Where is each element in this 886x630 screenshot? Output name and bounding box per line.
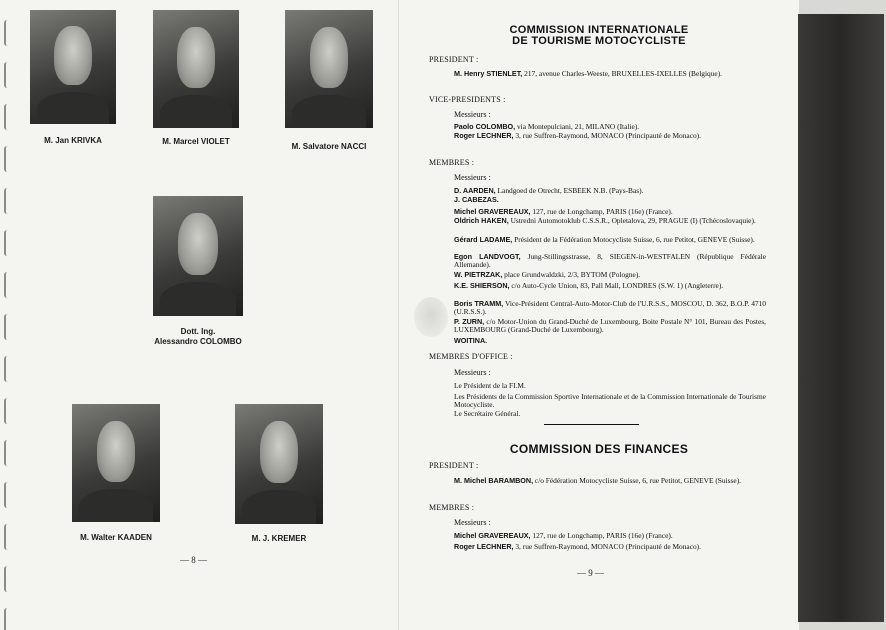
member-entry: J. CABEZAS. [454,195,499,204]
portrait-photo-violet [153,10,239,128]
binding-ring [4,482,12,508]
bleed-through-portrait [414,297,448,337]
member-entry: Egon LANDVOGT, Jung-Stillingsstrasse, 8, SIEGEN-in-WESTFALEN (République Fédérale Allemande). [454,252,766,270]
finances-member-entry: Roger LECHNER, 3, rue Suffren-Raymond, MONACO (Principauté de Monaco). [454,542,701,551]
member-entry: W. PIETRZAK, place Grundwaldzki, 2/3, BYTOM (Pologne). [454,270,641,279]
member-entry: K.E. SHIERSON, c/o Auto-Cycle Union, 83, Pall Mall, LONDRES (S.W. 1) (Angleterre). [454,281,724,290]
binding-ring [4,104,12,130]
binding-ring [4,440,12,466]
portrait-photo-krivka [30,10,116,124]
caption-violet: M. Marcel VIOLET [162,137,230,146]
binding-ring [4,62,12,88]
binding-ring [4,272,12,298]
dark-backing-panel [798,14,884,622]
portrait-photo-kremer [235,404,323,524]
portrait-photo-nacci [285,10,373,128]
finances-title: COMMISSION DES FINANCES [509,442,689,456]
binding-ring [4,356,12,382]
binding-ring [4,314,12,340]
messieurs-label: Messieurs : [454,518,491,527]
member-entry: D. AARDEN, Landgoed de Otrecht, ESBEEK N.B. (Pays-Bas). [454,186,644,195]
page-number-left: — 8 — [180,555,207,565]
right-page [398,0,799,630]
binding-ring [4,608,12,630]
binding-ring [4,20,12,46]
commission-title-line-1: COMMISSION INTERNATIONALE [509,24,689,36]
office-entry: Le Président de la FI.M. [454,381,526,390]
membres-label: MEMBRES : [429,158,475,167]
office-entry: Le Secrétaire Général. [454,409,521,418]
member-entry: Michel GRAVEREAUX, 127, rue de Longchamp, PARIS (16e) (France). [454,207,673,216]
caption-kaaden: M. Walter KAADEN [80,533,152,542]
portrait-photo-kaaden [72,404,160,522]
office-entry: Les Présidents de la Commission Sportive Internationale et de la Commission Internationale de Tourisme Motocycliste. [454,392,766,410]
page-number-right: — 9 — [577,568,604,578]
finances-president-entry: M. Michel BARAMBON, c/o Fédération Motocycliste Suisse, 6, rue Petitot, GENEVE (Suisse). [454,476,741,485]
vice-president-entry: Roger LECHNER, 3, rue Suffren-Raymond, MONACO (Principauté de Monaco). [454,131,701,140]
membres-office-label: MEMBRES D'OFFICE : [429,352,513,361]
messieurs-label: Messieurs : [454,110,491,119]
caption-colombo-title: Dott. Ing. [180,327,216,336]
binding-ring [4,566,12,592]
caption-kremer: M. J. KREMER [251,534,307,543]
member-entry: Oldrich HAKEN, Ustredni Automotoklub C.S.S.R., Opletalova, 29, PRAGUE (I) (Tchécoslovaquie). [454,216,756,225]
section-divider [544,424,639,425]
vice-president-entry: Paolo COLOMBO, via Montepulciani, 21, MILANO (Italie). [454,122,640,131]
portrait-photo-colombo [153,196,243,316]
finances-president-label: PRESIDENT : [429,461,479,470]
member-entry: WOITINA. [454,336,488,345]
binding-ring [4,188,12,214]
finances-membres-label: MEMBRES : [429,503,475,512]
member-entry: Gérard LADAME, Président de la Fédération Motocycliste Suisse, 6, rue Petitot, GENEVE (Suisse). [454,235,755,244]
caption-krivka: M. Jan KRIVKA [44,136,102,145]
president-label: PRESIDENT : [429,55,479,64]
member-entry: P. ZURN, c/o Motor-Union du Grand-Duché de Luxembourg, Boite Postale N° 101, Bureau des Postes, LUXEMBOURG (Grand-Duché de Luxembourg). [454,317,766,335]
commission-title-line-2: DE TOURISME MOTOCYCLISTE [512,35,686,47]
binding-ring [4,146,12,172]
binding-ring [4,524,12,550]
messieurs-label: Messieurs : [454,368,491,377]
president-entry: M. Henry STIENLET, 217, avenue Charles-Weeste, BRUXELLES-IXELLES (Belgique). [454,69,723,78]
vice-presidents-label: VICE-PRESIDENTS : [429,95,506,104]
caption-nacci: M. Salvatore NACCI [291,142,367,151]
member-entry: Boris TRAMM, Vice-Président Central-Auto-Motor-Club de l'U.R.S.S., MOSCOU, D. 362, B.O.P. 4710 (U.R.S.S.). [454,299,766,317]
binding-ring [4,398,12,424]
messieurs-label: Messieurs : [454,173,491,182]
binding-ring [4,230,12,256]
left-page [0,0,398,630]
spiral-binding [4,20,14,620]
finances-member-entry: Michel GRAVEREAUX, 127, rue de Longchamp, PARIS (16e) (France). [454,531,673,540]
caption-colombo-name: Alessandro COLOMBO [154,337,242,346]
